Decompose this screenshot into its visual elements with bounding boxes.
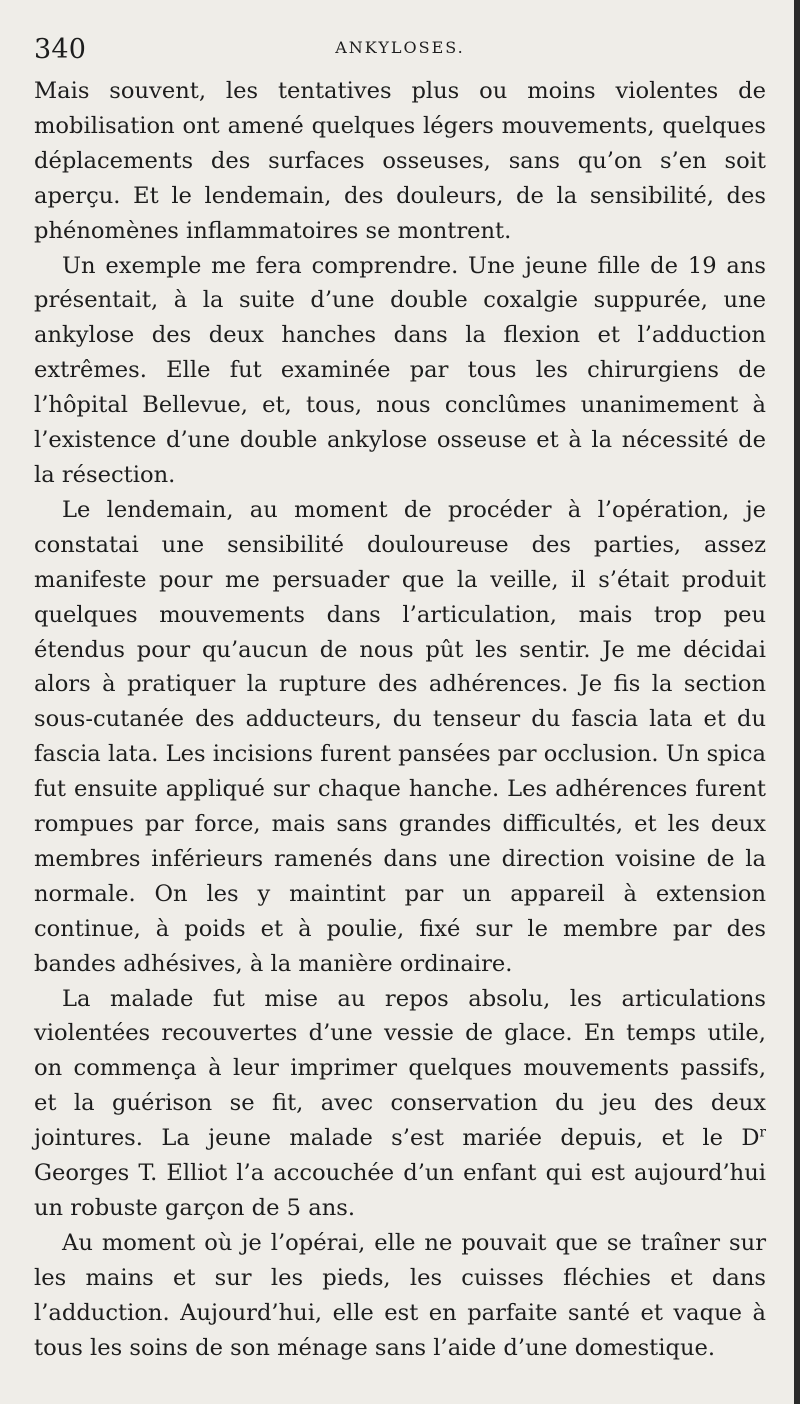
paragraph-4-part-a: La malade fut mise au repos absolu, les articulations violentées recouvertes d’une vessie de glace. En temps utile, on commença à leur imprimer quelques mouvements passifs, et la guérison se fit, avec conservation du jeu des deux jointures. La jeune malade s’est mariée depuis, et le D (34, 985, 766, 1152)
page-edge-shadow (794, 0, 800, 1404)
running-title: ANKYLOSES. (335, 38, 465, 57)
paragraph-4 (34, 982, 766, 1226)
paragraph-4-part-b: Georges T. Elliot l’a accouchée d’un enfant qui est aujourd’hui un robuste garçon de 5 ans. (34, 1160, 766, 1221)
doctor-abbrev-superscript: r (759, 1124, 766, 1141)
paragraph-1: Mais souvent, les tentatives plus ou moins violentes de mobilisation ont amené quelques légers mouvements, quelques déplacements des surfaces osseuses, sans qu’on s’en soit aperçu. Et le lendemain, des douleurs, de la sensibilité, des phénomènes inflammatoires se montrent. (34, 78, 766, 244)
page-header (34, 26, 766, 74)
page-number: 340 (34, 34, 87, 65)
paragraph-2: Un exemple me fera comprendre. Une jeune fille de 19 ans présentait, à la suite d’une double coxalgie suppurée, une ankylose des deux hanches dans la flexion et l’adduction extrêmes. Elle fut examinée par tous les chirurgiens de l’hôpital Bellevue, et, tous, nous conclûmes unanimement à l’existence d’une double ankylose osseuse et à la nécessité de la résection. (34, 252, 766, 488)
paragraph-5: Au moment où je l’opérai, elle ne pouvait que se traîner sur les mains et sur les pieds, les cuisses fléchies et dans l’adduction. Aujourd’hui, elle est en parfaite santé et vaque à tous les soins de son ménage sans l’aide d’une domestique. (34, 1229, 766, 1361)
paragraph-3: Le lendemain, au moment de procéder à l’opération, je constatai une sensibilité douloureuse des parties, assez manifeste pour me persuader que la veille, il s’était produit quelques mouvements dans l’articulation, mais trop peu étendus pour qu’aucun de nous pût les sentir. Je me décidai alors à pratiquer la rupture des adhérences. Je fis la section sous-cutanée des adducteurs, du tenseur du fascia lata et du fascia lata. Les incisions furent pansées par occlusion. Un spica fut ensuite appliqué sur chaque hanche. Les adhérences furent rompues par force, mais sans grandes difficultés, et les deux membres inférieurs ramenés dans une direction voisine de la normale. On les y maintint par un appareil à extension continue, à poids et à poulie, fixé sur le membre par des bandes adhésives, à la manière ordinaire. (34, 496, 766, 977)
body-text (34, 74, 766, 1366)
book-page (34, 26, 766, 1386)
